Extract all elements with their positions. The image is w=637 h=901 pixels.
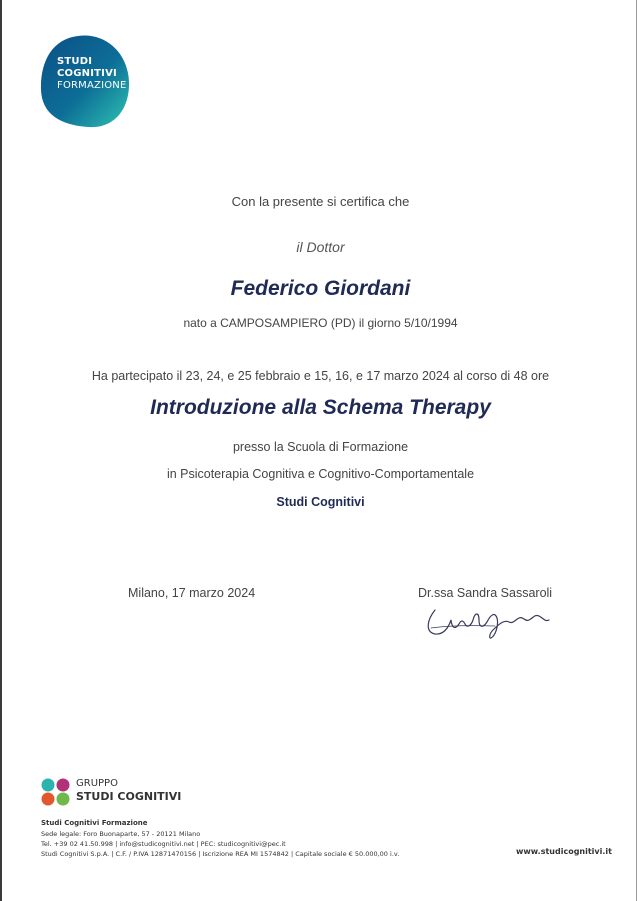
logo-text-studi: STUDI — [57, 56, 93, 67]
school-line-2: in Psicoterapia Cognitiva e Cognitivo-Comportamentale — [166, 467, 475, 481]
logo-text-formazione: FORMAZIONE — [57, 80, 127, 91]
school-line-1: presso la Scuola di Formazione — [232, 440, 409, 454]
place-and-date: Milano, 17 marzo 2024 — [128, 586, 256, 600]
footer-info — [41, 818, 501, 859]
signer-name: Dr.ssa Sandra Sassaroli — [418, 586, 553, 600]
certificate-intro: Con la presente si certifica che — [231, 194, 410, 209]
participation-info: Ha partecipato il 23, 24, e 25 febbraio e 15, 16, e 17 marzo 2024 al corso di 48 ore — [91, 369, 550, 383]
footer-legal: Studi Cognitivi S.p.A. | C.F. / P.IVA 12871470156 | Iscrizione REA MI 1574842 | Capitale sociale € 50.000,00 i.v. — [41, 850, 400, 858]
footer-contacts: Tel. +39 02 41.50.998 | info@studicognitivi.net | PEC: studicognitivi@pec.it — [41, 840, 286, 848]
handwritten-signature — [405, 598, 565, 642]
footer-address: Sede legale: Foro Buonaparte, 57 - 20121 Milano — [41, 830, 201, 838]
footer-title: Studi Cognitivi Formazione — [41, 819, 148, 827]
website-link[interactable]: www.studicognitivi.it — [516, 847, 612, 856]
recipient-name: Federico Giordani — [230, 277, 411, 300]
group-label-gruppo: GRUPPO — [76, 778, 118, 789]
logo-text-cognitivi: COGNITIVI — [57, 68, 117, 79]
school-name: Studi Cognitivi — [276, 495, 365, 509]
birth-info: nato a CAMPOSAMPIERO (PD) il giorno 5/10/1994 — [183, 316, 458, 330]
course-title: Introduzione alla Schema Therapy — [150, 396, 491, 419]
studi-cognitivi-formazione-logo — [40, 34, 130, 128]
group-label-studi-cognitivi: STUDI COGNITIVI — [76, 790, 182, 803]
person-title: il Dottor — [296, 239, 345, 255]
